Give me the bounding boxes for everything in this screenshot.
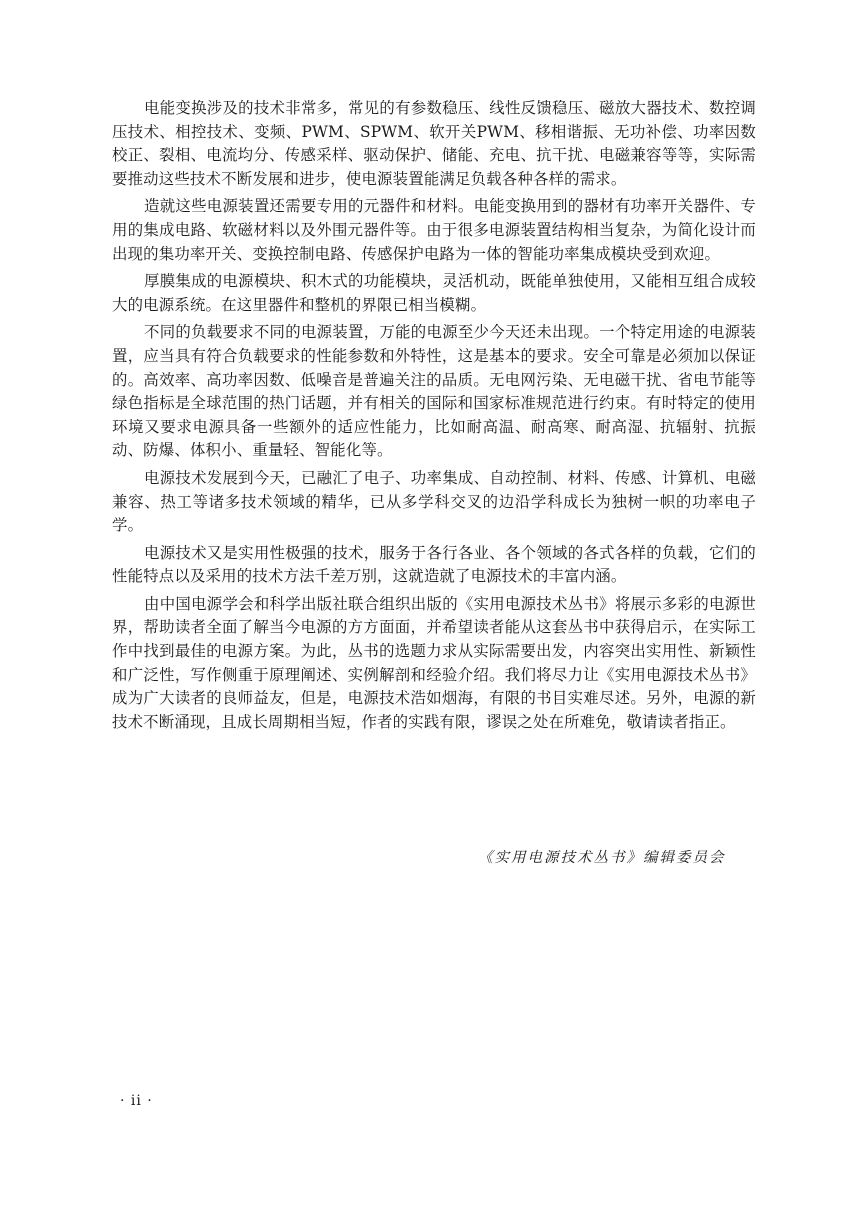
paragraph-book-series: 由中国电源学会和科学出版社联合组织出版的《实用电源技术丛书》将展示多彩的电源世界，帮助读者全面了解当今电源的方方面面，并希望读者能从这套丛书中获得启示，在实际工作中找到最佳的电源方案。为此，丛书的选题力求从实际需要出发，内容突出实用性、新颖性和广泛性，写作侧重于原理阐述、实例解剖和经验介绍。我们将尽力让《实用电源技术丛书》成为广大读者的良师益友，但是，电源技术浩如烟海，有限的书目实难尽述。另外，电源的新技术不断涌现，且成长周期相当短，作者的实践有限，谬误之处在所难免，敬请读者指正。 <box>112 594 756 731</box>
page-number: · ii · <box>120 1093 153 1109</box>
paragraph-requirements: 不同的负载要求不同的电源装置，万能的电源至少今天还未出现。一个特定用途的电源装置，应当具有符合负载要求的性能参数和外特性，这是基本的要求。安全可靠是必须加以保证的。高效率、高功率因数、低噪音是普遍关注的品质。无电网污染、无电磁干扰、省电节能等绿色指标是全球范围的热门话题，并有相关的国际和国家标准规范进行约束。有时特定的使用环境又要求电源具备一些额外的适应性能力，比如耐高温、耐高寒、耐高湿、抗辐射、抗振动、防爆、体积小、重量轻、智能化等。 <box>112 323 756 460</box>
paragraph-components: 造就这些电源装置还需要专用的元器件和材料。电能变换用到的器材有功率开关器件、专用的集成电路、软磁材料以及外围元器件等。由于很多电源装置结构相当复杂，为简化设计而出现的集功率开关、变换控制电路、传感保护电路为一体的智能功率集成模块受到欢迎。 <box>112 197 756 263</box>
body-text <box>112 97 756 738</box>
paragraph-practicality: 电源技术又是实用性极强的技术，服务于各行各业、各个领域的各式各样的负载，它们的性能特点以及采用的技术方法千差万别，这就造就了电源技术的丰富内涵。 <box>112 543 756 586</box>
editorial-committee-signature: 《实用电源技术丛书》编辑委员会 <box>478 850 726 866</box>
paragraph-development: 电源技术发展到今天，已融汇了电子、功率集成、自动控制、材料、传感、计算机、电磁兼容、热工等诸多技术领域的精华，已从多学科交叉的边沿学科成长为独树一帜的功率电子学。 <box>112 468 756 535</box>
paragraph-modules: 厚膜集成的电源模块、积木式的功能模块，灵活机动，既能单独使用，又能相互组合成较大的电源系统。在这里器件和整机的界限已相当模糊。 <box>112 272 756 314</box>
paragraph-techniques: 电能变换涉及的技术非常多，常见的有参数稳压、线性反馈稳压、磁放大器技术、数控调压技术、相控技术、变频、PWM、SPWM、软开关PWM、移相谐振、无功补偿、功率因数校正、裂相、电流均分、传感采样、驱动保护、储能、充电、抗干扰、电磁兼容等等，实际需要推动这些技术不断发展和进步，使电源装置能满足负载各种各样的需求。 <box>112 99 756 188</box>
